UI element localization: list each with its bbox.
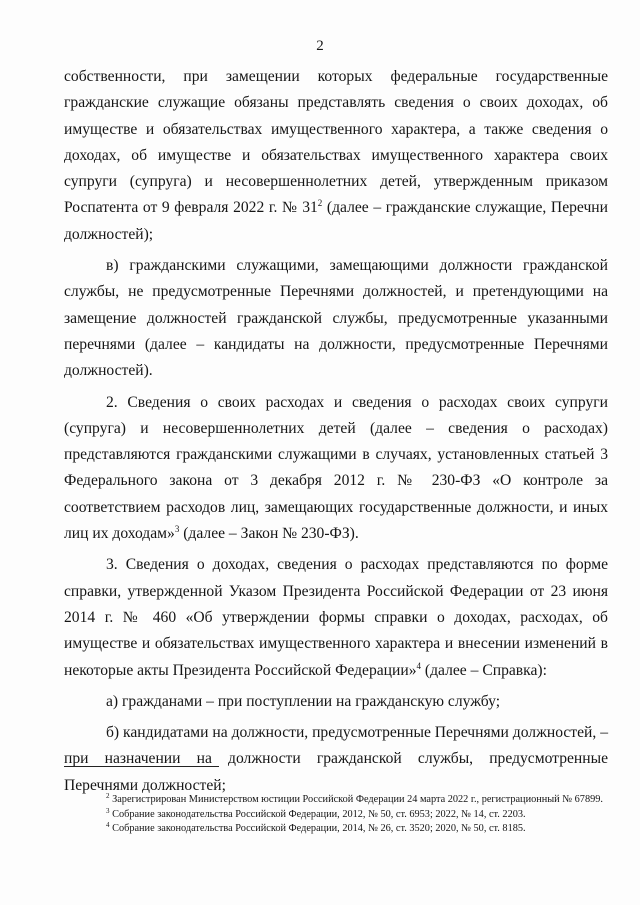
footnote-4: $^4$ Собрание законодательства Российской Федерации, 2014, № 26, ст. 3520; 2020, № 50, ст. 8185. — [106, 821, 526, 834]
page-number: 2 — [316, 38, 324, 54]
footnote-2: $^2$ Зарегистрирован Министерством юстиции Российской Федерации 24 марта 2022 г., регистрационный № 67899. — [106, 792, 603, 805]
footnotes — [64, 793, 608, 837]
paragraph-continuation: собственности, при замещении которых федеральные государственные гражданские служащие обязаны представлять сведения о своих доходах, об имуществе и обязательствах имущественного характера, а также сведения о доходах, об имуществе и обязательствах имущественного характера своих супруги (супруга) и несовершеннолетних детей, утвержденным приказом Роспатента от 9 февраля 2022 г. № $31^2$ (далее – гражданские служащие, Перечни должностей); — [64, 68, 608, 243]
paragraph-item-a: а) гражданами – при поступлении на гражданскую службу; — [106, 692, 501, 710]
footnote-separator — [64, 766, 219, 767]
paragraph-item-v: в) гражданскими служащими, замещающими должности гражданской службы, не предусмотренные Перечнями должностей, и претендующими на замещение должностей гражданской службы, предусмотренные указанными перечнями (далее – кандидаты на должности, предусмотренные Перечнями должностей). — [64, 257, 608, 380]
footnote-ref-2: 2 — [317, 198, 323, 209]
body-text — [64, 64, 608, 804]
paragraph-2: 2. Сведения о своих расходах и сведения о расходах своих супруги (супруга) и несовершеннолетних детей (далее – сведения о расходах) представляются гражданскими служащими в случаях, установленных статьей 3 Федерального закона от 3 декабря 2012 г. № 230-ФЗ «О контроле за соответствием расходов лиц, замещающих государственные должности, и иных лиц их доходам»$^3$ (далее – Закон № 230-ФЗ). — [64, 393, 608, 543]
footnote-ref-4: 4 — [416, 660, 422, 671]
paragraph-3: 3. Сведения о доходах, сведения о расходах представляются по форме справки, утвержденной Указом Президента Российской Федерации от 23 июня 2014 г. № 460 «Об утверждении формы справки о доходах, расходах, об имуществе и обязательствах имущественного характера и внесении изменений в некоторые акты Президента Российской Федерации»$^4$ (далее – Справка): — [64, 556, 608, 679]
footnote-ref-3: 3 — [174, 524, 180, 535]
paragraph-item-b: б) кандидатами на должности, предусмотренные Перечнями должностей, – при назначении на должности гражданской службы, предусмотренные Перечнями должностей; — [64, 724, 608, 794]
footnote-3: $^3$ Собрание законодательства Российской Федерации, 2012, № 50, ст. 6953; 2022, № 14, ст. 2203. — [106, 806, 526, 820]
